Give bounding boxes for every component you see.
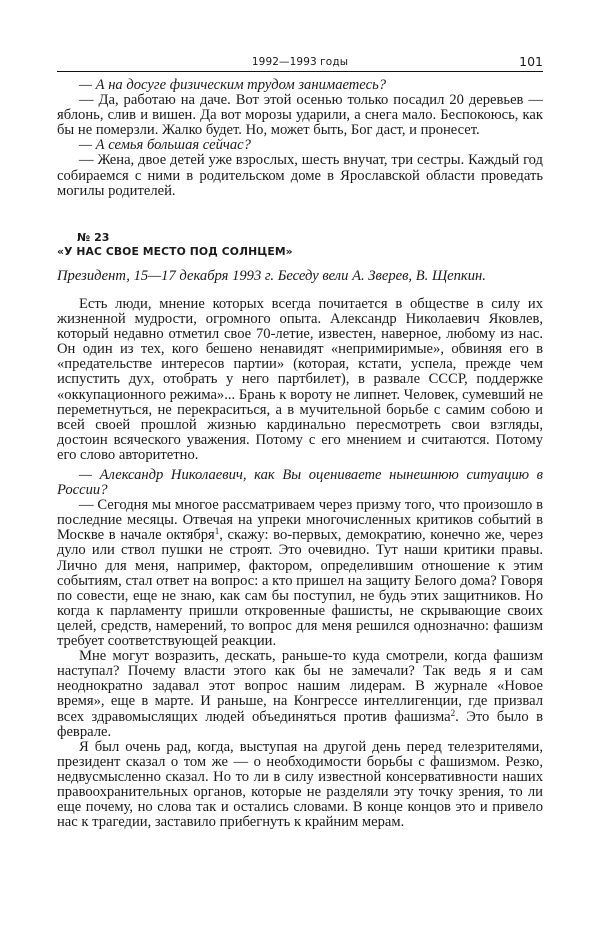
page-number: 101 (519, 54, 543, 69)
document-title: «У НАС СВОЕ МЕСТО ПОД СОЛНЦЕМ» (57, 245, 293, 258)
answer-1-text-a: — Сегодня мы многое рассматриваем через призму того, что произошло в последние месяцы. Отвечая на упреки многочисленных критиков событий в Москве в начале октября (57, 497, 543, 544)
document-number: № 23 (77, 231, 110, 244)
interview-answer-3: Я был очень рад, когда, выступая на другой день перед телезрителями, президент сказал о том же — о необходимости борьбы с фашизмом. Резко, недвусмысленно сказал. Но то ли в силу известной консервативности наших правоохранительных органов, которые не разделяли эту точку зрения, то ли еще почему, но слова так и остались словами. В конце концов это и привело нас к трагедии, заставило прибегнуть к крайним мерам. (57, 738, 543, 831)
running-title: 1992—1993 годы (251, 56, 349, 68)
intro-dialogue (57, 78, 543, 199)
lead-paragraph-block (57, 297, 543, 463)
footnote-ref-2: 2 (450, 707, 456, 718)
lead-paragraph: Есть люди, мнение которых всегда почитается в обществе в силу их жизненной мудрости, огромного опыта. Александр Николаевич Яковлев, который недавно отметил свое 70-летие, известен, наверное, любому из нас. Он один из тех, кого бешено ненавидят «непримиримые», обвиняя его в «предательстве интересов партии» (которая, кстати, успела, прежде чем испустить дух, отобрать у него партбилет), в развале СССР, поддержке «оккупационного режима»... Брань к вороту не липнет. Человек, сумевший не переметнуться, не перекраситься, а в мучительной борьбе с самим собою и всей своей прошлой жизнью кардинально пересмотреть свои взгляды, достоин всяческого уважения. Потому с его мнением и считаются. Потому его слово авторитетно. (57, 296, 543, 463)
answer-2-text-b: . Это было в феврале. (57, 708, 544, 740)
interview-body (57, 468, 543, 830)
footnote-ref-1: 1 (214, 526, 220, 537)
interview-question: — Александр Николаевич, как Вы оцениваете нынешнюю ситуацию в России? (57, 467, 543, 499)
document-source: Президент, 15—17 декабря 1993 г. Беседу вели А. Зверев, В. Щепкин. (57, 268, 486, 284)
answer-family: — Жена, двое детей уже взрослых, шесть внучат, три сестры. Каждый год собираемся с ними в родительском доме в Ярославской области проведать могилы родителей. (57, 152, 543, 199)
answer-leisure: — Да, работаю на даче. Вот этой осенью только посадил 20 деревьев — яблонь, слив и вишен. Да вот морозы ударили, а снега мало. Беспокоюсь, как бы не померзли. Жалко будет. Но, может быть, Бог даст, и пронесет. (57, 92, 543, 139)
answer-1-text-b: , скажу: во-первых, демократию, конечно же, через дуло или ствол пушки не строят. Это очевидно. Тут наши критики правы. Лично для меня, например, фактором, определившим отношение к этим событиям, стал ответ на вопрос: а кто пришел на защиту Белого дома? Говоря по совести, еще не знаю, как сам бы поступил, не будь этих защитников. Но когда к парламенту пришли откровенные фашисты, не скрывающие своих целей, средств, намерений, то вопрос для меня решился однозначно: фашизм требует соответствующей реакции. (57, 527, 543, 650)
header-rule (57, 71, 543, 72)
interview-answer-2 (57, 649, 543, 740)
answer-2-text-a: Мне могут возразить, дескать, раньше-то куда смотрели, когда фашизм наступал? Почему власти этого как бы не замечали? Так ведь я и сам неоднократно задавал этот вопрос нашим лидерам. В журнале «Новое время», еще в марте. И раньше, на Конгрессе интеллигенции, где призвал всех здравомыслящих людей объединяться против фашизма (57, 648, 543, 725)
running-head (57, 54, 543, 70)
interview-answer-1 (57, 498, 543, 649)
question-leisure: — А на досуге физическим трудом занимаетесь? (79, 77, 387, 93)
question-family: — А семья большая сейчас? (79, 137, 251, 154)
